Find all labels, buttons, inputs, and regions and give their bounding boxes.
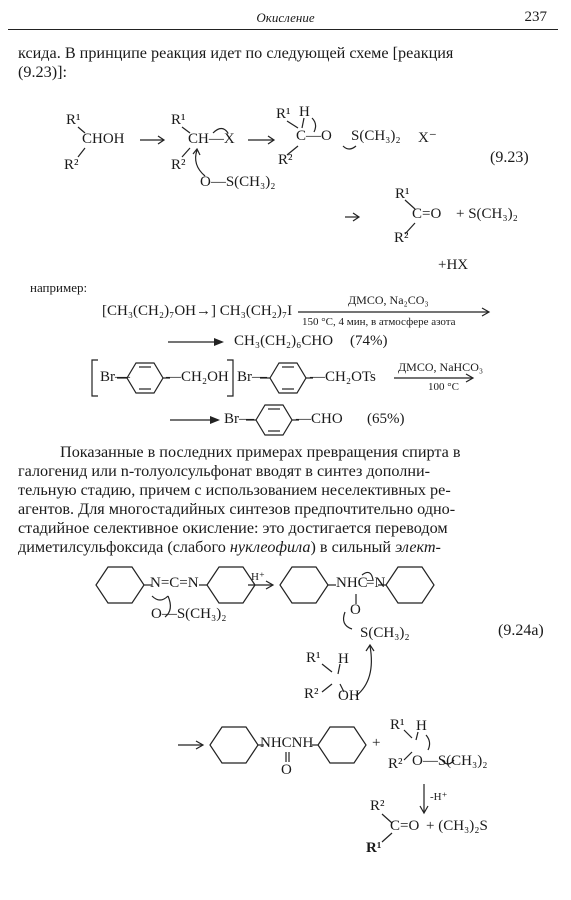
- s3-sme2: S(CH₃)₂: [351, 128, 401, 144]
- ex2-reagent-top: ДМСО, NaHCO₃: [398, 360, 484, 374]
- intermediate-n: =N: [366, 575, 386, 591]
- ex2-br3: Br—: [224, 411, 254, 427]
- para-line-1: Показанные в последних примерах превращения спирта в: [60, 443, 461, 461]
- example-label: например:: [30, 280, 88, 295]
- h-plus-label: H⁺: [251, 571, 265, 583]
- ex2-cho: —CHO: [296, 411, 343, 427]
- urea-o: O: [281, 762, 292, 778]
- urea-nhcnh: NHCNH: [260, 735, 314, 751]
- para-line-2: галогенид или n-толуолсульфонат вводят в синтез дополни-: [18, 462, 431, 480]
- alc-oh: OH: [338, 688, 360, 704]
- dcc-n-c-n: N=C=N: [150, 575, 199, 591]
- ex2-ch2ots: —CH₂OTs: [310, 369, 376, 385]
- minus-h-label: -H⁺: [430, 791, 448, 803]
- running-title: Окисление: [256, 10, 315, 25]
- alk-o-sme2: O—S(CH₃)₂: [412, 753, 488, 769]
- intro-line-1: ксида. В принципе реакция идет по следующей схеме [реакция: [18, 44, 454, 62]
- ex1-product: CH₃(CH₂)₆CHO: [234, 333, 334, 349]
- ex1-yield: (74%): [350, 333, 388, 349]
- para-line-4: агентов. Для многостадийных синтезов предпочтительно одно-: [18, 500, 456, 518]
- s2-ch-x: CH—X: [188, 131, 235, 147]
- alc-r2: R²: [304, 686, 319, 702]
- s4-r1: R¹: [395, 186, 410, 202]
- s1-r1: R¹: [66, 112, 81, 128]
- s2-r1: R¹: [171, 112, 186, 128]
- s3-x-minus: X⁻: [418, 130, 437, 146]
- s2-r2: R²: [171, 157, 186, 173]
- ex2-ch2oh: —CH₂OH: [166, 369, 229, 385]
- page-number: 237: [524, 9, 547, 25]
- ex2-br2: Br—: [237, 369, 267, 385]
- s2-dmso-anion: O—S(CH₃)₂: [200, 174, 276, 190]
- s3-r2: R²: [278, 152, 293, 168]
- alc-r1: R¹: [306, 650, 321, 666]
- para-line-5: стадийное селективное окисление: это достигается переводом: [18, 519, 448, 537]
- alk-r2: R²: [388, 756, 403, 772]
- equation-number-9-24a: (9.24a): [498, 622, 544, 639]
- s4-sme2: + S(CH₃)₂: [456, 206, 518, 222]
- para-term-electro: элект-: [395, 538, 441, 556]
- alc-h: H: [338, 651, 349, 667]
- ex1-reagent-bottom: 150 °C, 4 мин, в атмосфере азота: [302, 316, 456, 328]
- ex2-br1: Br—: [100, 369, 130, 385]
- alk-h: H: [416, 718, 427, 734]
- s4-hx: +HX: [438, 257, 469, 273]
- dcc-dmso: O—S(CH₃)₂: [151, 606, 227, 622]
- s1-choh: CHOH: [82, 131, 125, 147]
- s3-r1: R¹: [276, 106, 291, 122]
- s1-r2: R²: [64, 157, 79, 173]
- intermediate-o: O: [350, 602, 361, 618]
- intermediate-nhc: NHC: [336, 575, 368, 591]
- plus-sign: +: [372, 735, 381, 751]
- intro-line-2: (9.23)]:: [18, 63, 67, 81]
- ex2-yield: (65%): [367, 411, 405, 427]
- alk-r1: R¹: [390, 717, 405, 733]
- s4-co: C=O: [412, 206, 442, 222]
- s4-r2: R²: [394, 230, 409, 246]
- para-term-nucleophile: нуклеофила: [229, 538, 311, 556]
- prod-dms: + (CH₃)₂S: [426, 818, 488, 834]
- para-line-6-mid: ) в сильный: [310, 538, 396, 556]
- prod-r1: R¹: [366, 840, 382, 856]
- prod-r2: R²: [370, 798, 385, 814]
- ex1-reagent-top: ДМСО, Na₂CO₃: [348, 293, 429, 307]
- s3-h: H: [299, 104, 310, 120]
- ex1-start: [CH₃(CH₂)₇OH→] CH₃(CH₂)₇I: [102, 303, 293, 319]
- intermediate-sme2: S(CH₃)₂: [360, 625, 410, 641]
- para-line-3: тельную стадию, причем с использованием неселективных ре-: [18, 481, 451, 499]
- para-line-6-plain: диметилсульфоксида (слабого: [18, 538, 230, 556]
- equation-number-9-23: (9.23): [490, 149, 529, 166]
- prod-co: C=O: [390, 818, 420, 834]
- ex2-reagent-bottom: 100 °C: [428, 381, 459, 393]
- s3-c-o: C—O: [296, 128, 332, 144]
